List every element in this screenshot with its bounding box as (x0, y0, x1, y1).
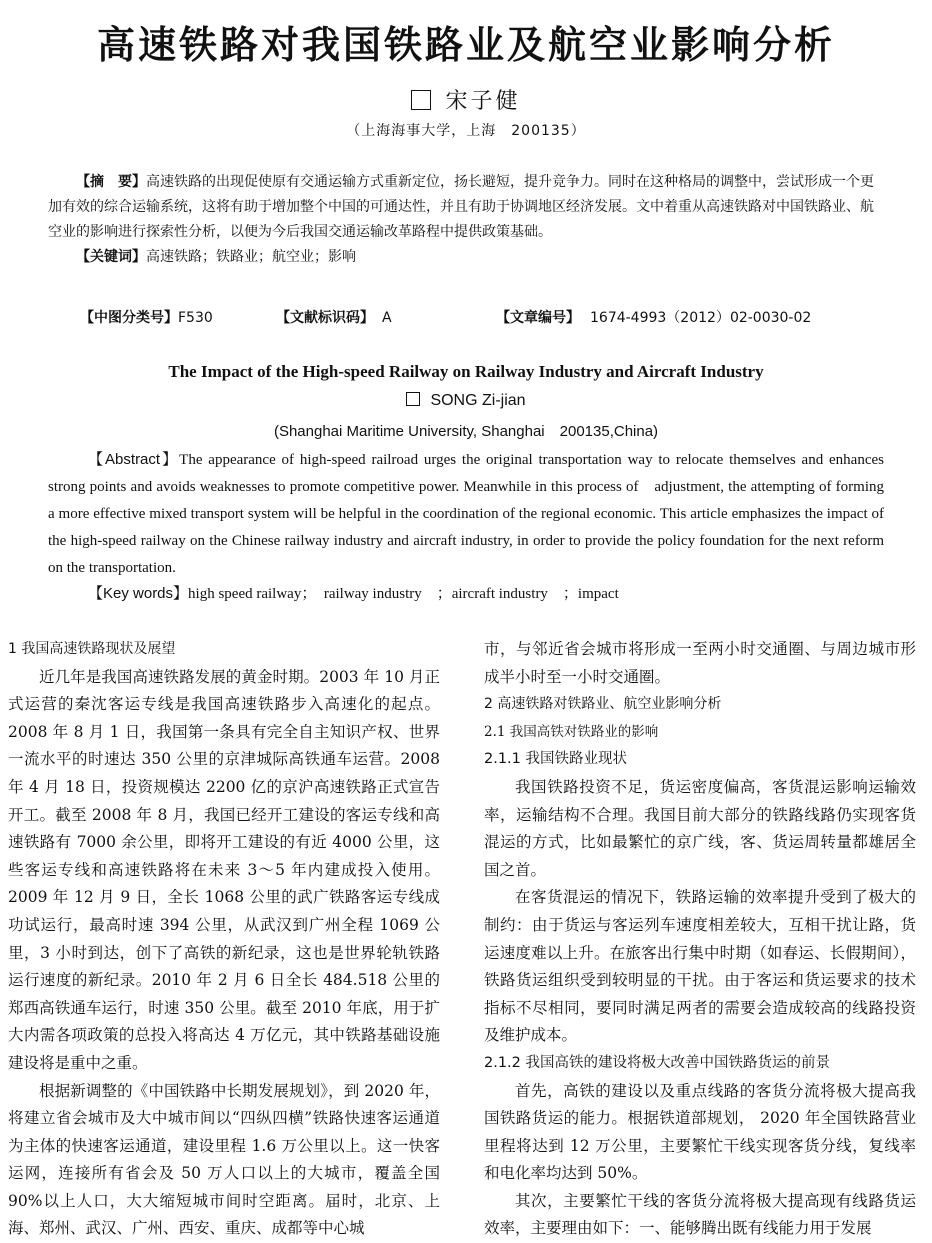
subsection-heading-2-1: 2.1 我国高铁对铁路业的影响 (484, 719, 916, 747)
english-title: The Impact of the High-speed Railway on Railway Industry and Aircraft Industry (0, 362, 932, 382)
author-name: 宋子健 (445, 89, 520, 114)
body-paragraph-continued: 市，与邻近省会城市将形成一至两小时交通圈、与周边城市形成半小时至一小时交通圈。 (484, 636, 916, 691)
section-heading-1: 1 我国高速铁路现状及展望 (8, 636, 440, 664)
author-box-icon (411, 90, 431, 110)
english-abstract-text: The appearance of high-speed railroad urges the original transportation way to relocate themselves and enhances strong points and avoids weaknesses to promote competitive power. Meanwhile in this process of adjustment, the attempting of forming a more effective mixed transport system will be helpful in the coordination of the regional economic. This article emphasizes the impact of the high-speed railway on the Chinese railway industry and aircraft industry, in order to provide the policy foundation for the next reform on the transportation. (48, 452, 884, 576)
clc-item (80, 307, 213, 327)
english-author-name: SONG Zi-jian (430, 392, 525, 409)
keywords-cn-text: 高速铁路；铁路业；航空业；影响 (146, 249, 356, 265)
body-right-column (484, 636, 916, 1243)
english-affiliation: (Shanghai Maritime University, Shanghai 200135,China) (0, 420, 932, 441)
article-number-label: 【文章编号】 (496, 310, 580, 326)
subsection-heading-2-1-2: 2.1.2 我国高铁的建设将极大改善中国铁路货运的前景 (484, 1050, 916, 1078)
body-paragraph: 首先，高铁的建设以及重点线路的客货分流将极大提高我国铁路货运的能力。根据铁道部规划， 2020 年全国铁路营业里程将达到 12 万公里，主要繁忙干线实现客货分线，复线率和电化率均达到 50%。 (484, 1078, 916, 1188)
affiliation: （上海海事大学，上海 200135） (0, 120, 932, 140)
english-keywords-text: high speed railway； railway industry ；aircraft industry ；impact (188, 586, 619, 602)
abstract-cn-text: 高速铁路的出现促使原有交通运输方式重新定位，扬长避短，提升竞争力。同时在这种格局的调整中，尝试形成一个更加有效的综合运输系统，这将有助于增加整个中国的可通达性，并且有助于协调地区经济发展。文中着重从高速铁路对中国铁路业、航空业的影响进行探索性分析，以便为今后我国交通运输改革路程中提供政策基础。 (48, 174, 874, 240)
doc-code-item (276, 307, 392, 327)
body-paragraph: 在客货混运的情况下，铁路运输的效率提升受到了极大的制约：由于货运与客运列车速度相差较大，互相干扰让路，货运速度难以上升。在旅客出行集中时期（如春运、长假期间），铁路货运组织受到较明显的干扰。由于客运和货运要求的技术指标不尽相同，要同时满足两者的需要会造成较高的线路投资及维护成本。 (484, 884, 916, 1050)
english-keywords-label: 【Key words】 (88, 585, 188, 602)
english-author-box-icon (406, 392, 420, 406)
keywords-cn-label: 【关键词】 (76, 249, 146, 265)
abstract-cn (48, 170, 884, 245)
clc-value: F530 (178, 310, 213, 326)
english-author (0, 392, 932, 410)
doc-code-label: 【文献标识码】 (276, 310, 374, 326)
page-title: 高速铁路对我国铁路业及航空业影响分析 (0, 14, 932, 69)
doc-code-value: A (382, 310, 392, 326)
chinese-abstract-block (48, 170, 884, 270)
clc-label: 【中图分类号】 (80, 310, 178, 326)
body-paragraph: 我国铁路投资不足，货运密度偏高，客货混运影响运输效率，运输结构不合理。我国目前大部分的铁路线路仍实现客货混运的方式，比如最繁忙的京广线，客、货运周转量都雄居全国之首。 (484, 774, 916, 884)
english-keywords (88, 582, 619, 603)
subsection-heading-2-1-1: 2.1.1 我国铁路业现状 (484, 746, 916, 774)
author (0, 84, 932, 115)
section-heading-2: 2 高速铁路对铁路业、航空业影响分析 (484, 691, 916, 719)
english-abstract (48, 446, 884, 582)
body-paragraph: 近几年是我国高速铁路发展的黄金时期。2003 年 10 月正式运营的秦沈客运专线是我国高速铁路步入高速化的起点。2008 年 8 月 1 日，我国第一条具有完全自主知识产权、世界一流水平的时速达 350 公里的京津城际高铁通车运营。2008 年 4 月 18 日，投资规模达 2200 亿的京沪高速铁路正式宣告开工。截至 2008 年 8 月，我国已经开工建设的客运专线和高速铁路有 7000 余公里，即将开工建设的有近 4000 公里，这些客运专线和高速铁路将在未来 3～5 年内建成投入使用。2009 年 12 月 9 日，全长 1068 公里的武广铁路客运专线成功试运行，最高时速 394 公里，从武汉到广州全程 1069 公里，3 小时到达，创下了高铁的新纪录，这也是世界轮轨铁路运行速度的新纪录。2010 年 2 月 6 日全长 484.518 公里的郑西高铁通车运行，时速 350 公里。截至 2010 年底，用于扩大内需各项政策的总投入将高达 4 万亿元，其中铁路基础设施建设将是重中之重。 (8, 664, 440, 1078)
english-abstract-label: 【Abstract】 (88, 451, 179, 468)
article-number-item (496, 307, 811, 327)
body-paragraph: 根据新调整的《中国铁路中长期发展规划》，到 2020 年，将建立省会城市及大中城市间以“四纵四横”铁路快速客运通道为主体的快速客运通道，建设里程 1.6 万公里以上。这一快客运网，连接所有省会及 50 万人口以上的大城市，覆盖全国 90%以上人口，大大缩短城市间时空距离。届时，北京、上海、郑州、武汉、广州、西安、重庆、成都等中心城 (8, 1078, 440, 1243)
body-left-column (8, 636, 440, 1243)
body-paragraph: 其次，主要繁忙干线的客货分流将极大提高现有线路货运效率，主要理由如下：一、能够腾出既有线能力用于发展 (484, 1188, 916, 1243)
keywords-cn (48, 245, 884, 270)
english-abstract-paragraph (48, 446, 884, 582)
article-number-value: 1674-4993（2012）02-0030-02 (590, 310, 811, 326)
abstract-cn-label: 【摘 要】 (76, 174, 146, 190)
